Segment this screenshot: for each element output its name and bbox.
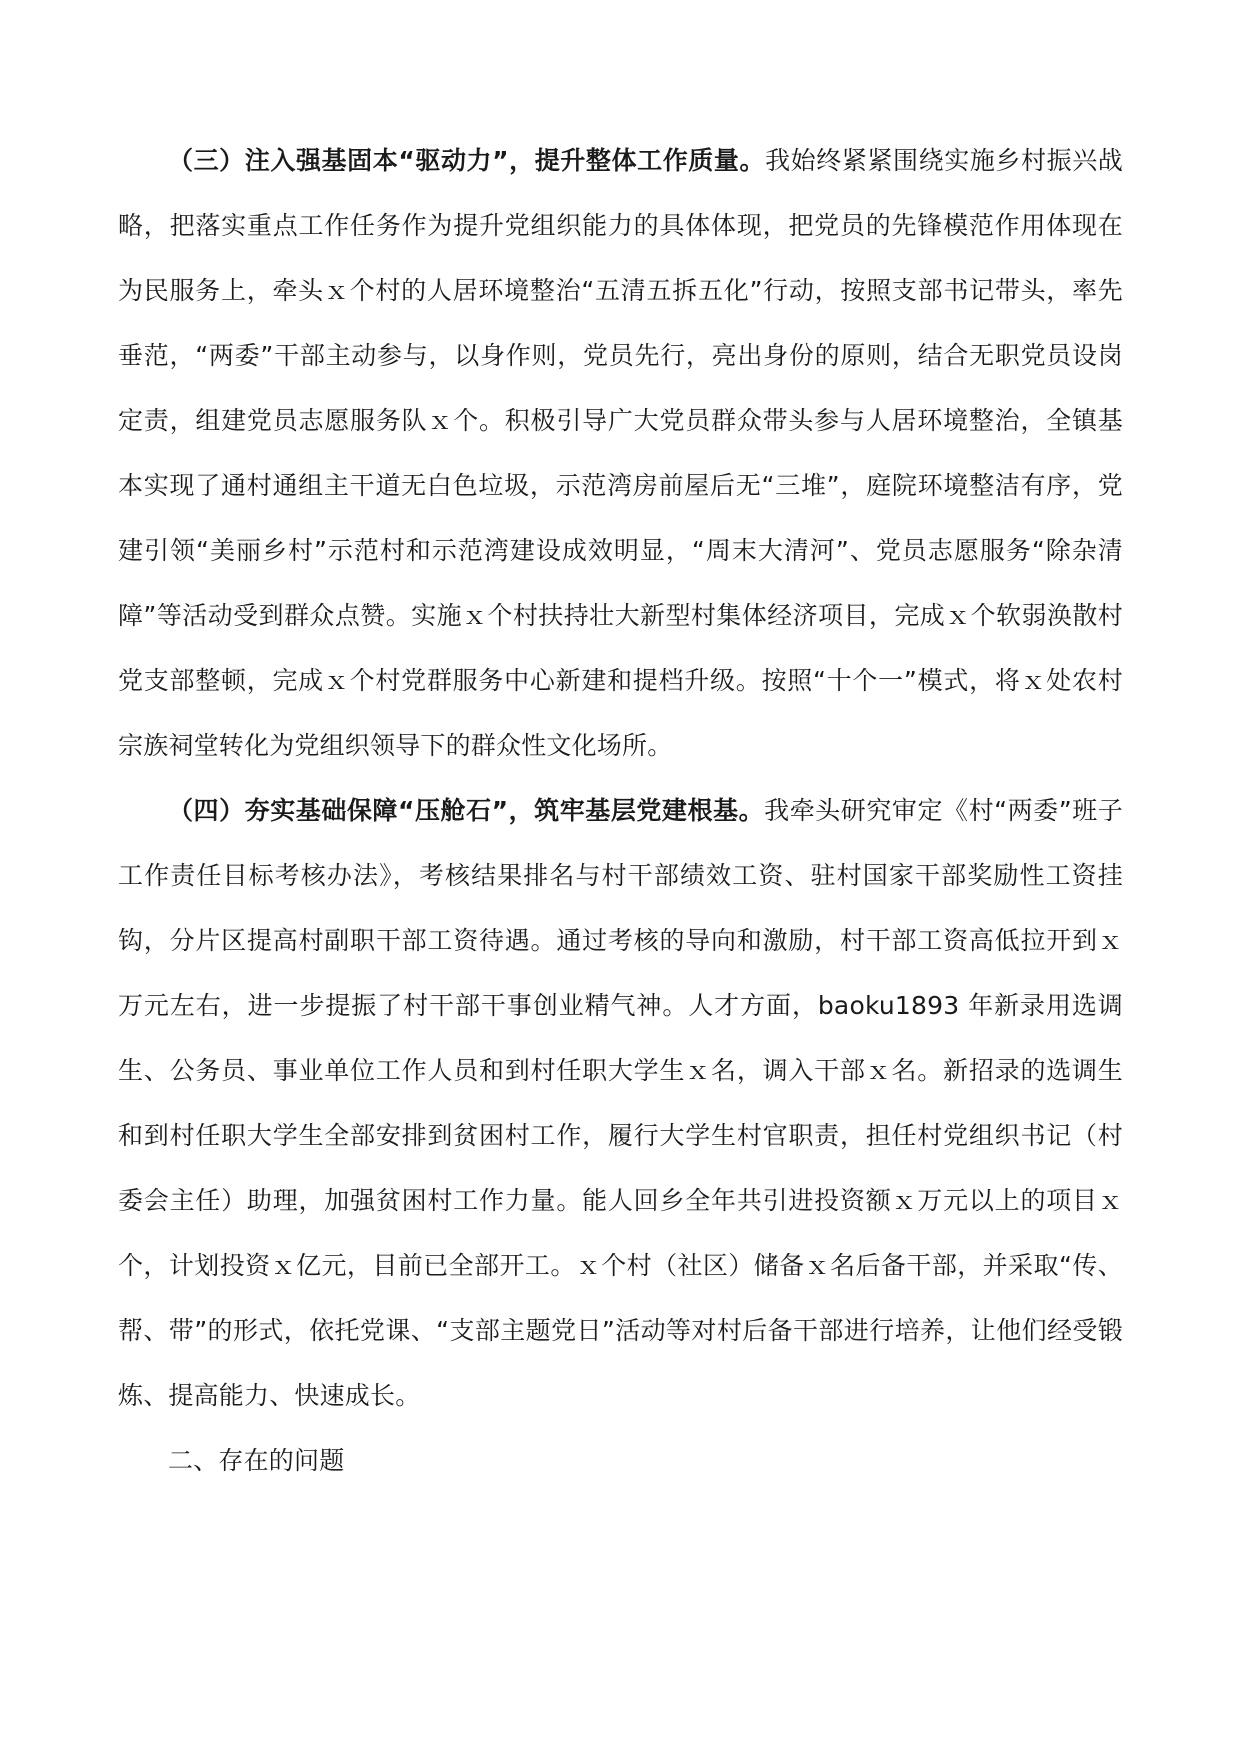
section-title: 二、存在的问题 [168, 1446, 345, 1475]
paragraph-heading: （三）注入强基固本“驱动力”，提升整体工作质量。 [168, 146, 766, 175]
paragraph-body: 我牵头研究审定《村“两委”班子工作责任目标考核办法》，考核结果排名与村干部绩效工资、驻村国家干部奖励性工资挂钩，分片区提高村副职干部工资待遇。通过考核的导向和激励，村干部工资高低拉开到ｘ万元左右，进一步提振了村干部干事创业精气神。人才方面，baoku1893 年新录用选调生、公务员、事业单位工作人员和到村任职大学生ｘ名，调入干部ｘ名。新招录的选调生和到村任职大学生全部安排到贫困村工作，履行大学生村官职责，担任村党组织书记（村委会主任）助理，加强贫困村工作力量。能人回乡全年共引进投资额ｘ万元以上的项目ｘ个，计划投资ｘ亿元，目前已全部开工。ｘ个村（社区）储备ｘ名后备干部，并采取“传、帮、带”的形式，依托党课、“支部主题党日”活动等对村后备干部进行培养，让他们经受锻炼、提高能力、快速成长。 [118, 796, 1123, 1410]
paragraph-three [118, 128, 1123, 778]
paragraph-four [118, 778, 1123, 1428]
document-page [118, 128, 1123, 1493]
paragraph-heading: （四）夯实基础保障“压舱石”，筑牢基层党建根基。 [168, 796, 765, 825]
paragraph-body: 我始终紧紧围绕实施乡村振兴战略，把落实重点工作任务作为提升党组织能力的具体体现，把党员的先锋模范作用体现在为民服务上，牵头ｘ个村的人居环境整治“五清五拆五化”行动，按照支部书记带头，率先垂范，“两委”干部主动参与，以身作则，党员先行，亮出身份的原则，结合无职党员设岗定责，组建党员志愿服务队ｘ个。积极引导广大党员群众带头参与人居环境整治，全镇基本实现了通村通组主干道无白色垃圾，示范湾房前屋后无“三堆”，庭院环境整洁有序，党建引领“美丽乡村”示范村和示范湾建设成效明显，“周末大清河”、党员志愿服务“除杂清障”等活动受到群众点赞。实施ｘ个村扶持壮大新型村集体经济项目，完成ｘ个软弱涣散村党支部整顿，完成ｘ个村党群服务中心新建和提档升级。按照“十个一”模式，将ｘ处农村宗族祠堂转化为党组织领导下的群众性文化场所。 [118, 146, 1123, 760]
